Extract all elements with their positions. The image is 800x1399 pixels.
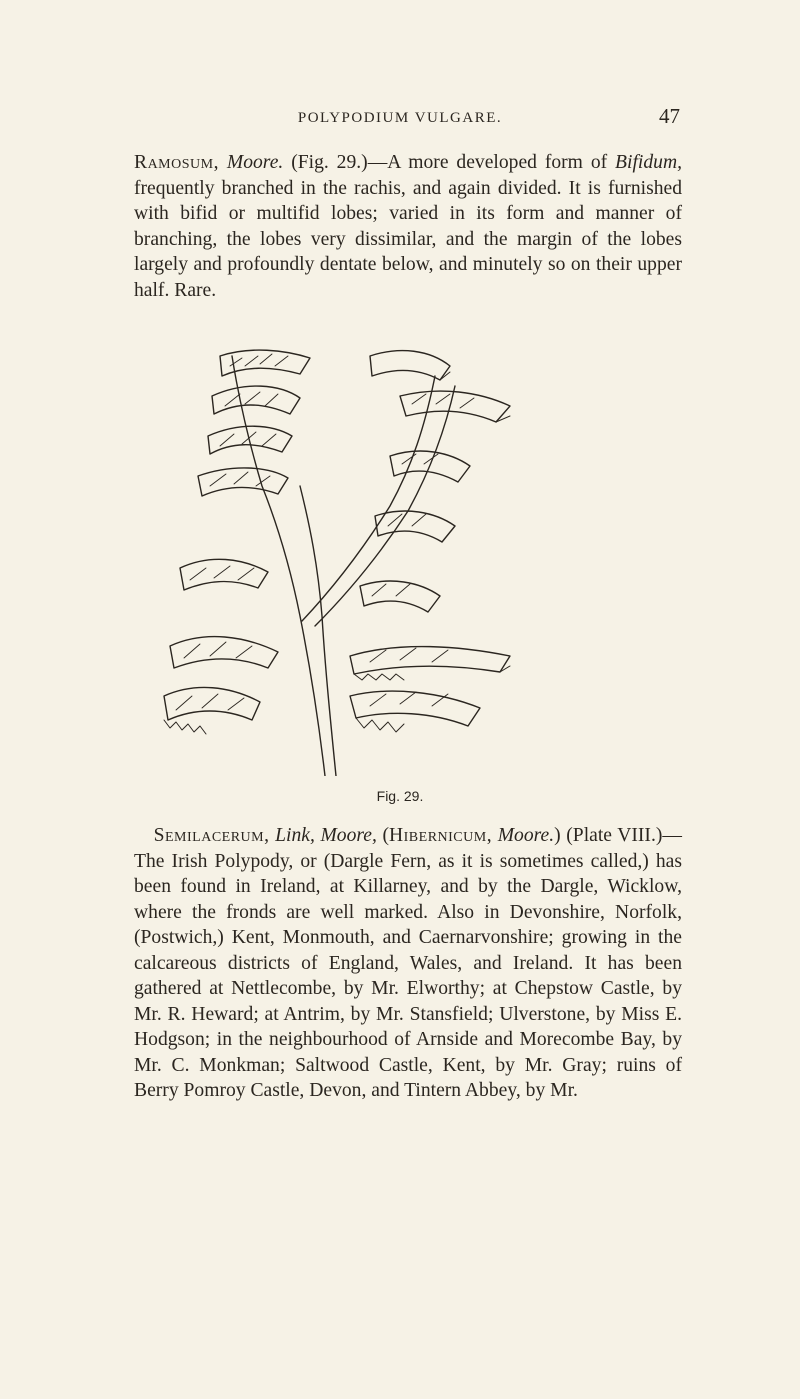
entry-ramosum (134, 150, 682, 303)
frond-lobe (198, 468, 288, 496)
frond-lobe (180, 559, 268, 590)
entry-description: frequently branched in the rachis, and again divided. It is furnished with bifid or multifid lobes; varied in its form and manner of branching, the lobes very dissimilar, and the margin of the lobes largely and profoundly dentate below, and minutely so on their upper half. Rare. (134, 177, 682, 301)
page-number: 47 (659, 104, 680, 128)
synonym-author: Moore. (497, 825, 555, 846)
synonym: Bifidum, (615, 152, 682, 173)
paren-open: ( (382, 825, 389, 846)
page-header (120, 104, 680, 134)
running-title: POLYPODIUM VULGARE. (297, 110, 503, 126)
frond-lobe (164, 687, 260, 720)
rachis-line (300, 486, 336, 776)
rachis-line (315, 386, 455, 626)
frond-lobe (350, 647, 510, 674)
figure-reference: (Fig. 29.)—A more developed form of (291, 152, 608, 173)
rachis-line (232, 356, 325, 776)
frond-lobe (400, 391, 510, 422)
variety-authors: Link, Moore, (275, 825, 377, 846)
frond-lobe (170, 637, 278, 668)
paren-close: ) (554, 825, 561, 846)
variety-name: Ramosum, (134, 152, 219, 173)
entry-description: (Plate VIII.)—The Irish Polypody, or (Dargle Fern, as it is sometimes called,) has been found in Ireland, at Killarney, and by the Dargle, Wicklow, where the fronds are well marked. Also in Devonshire, Norfolk, (Postwich,) Kent, Monmouth, and Caernarvonshire; growing in the calcareous districts of England, Wales, and Ireland. It has been gathered at Nettlecombe, by Mr. Elworthy; at Chepstow Castle, by Mr. R. Heward; at Antrim, by Mr. Stansfield; Ulverstone, by Miss E. Hodgson; in the neighbourhood of Arnside and Morecombe Bay, by Mr. C. Monkman; Saltwood Castle, Kent, by Mr. Gray; ruins of Berry Pomroy Castle, Devon, and Tintern Abbey, by Mr. (134, 825, 682, 1101)
synonym: Hibernicum, (389, 825, 493, 846)
frond-lobe (212, 386, 300, 414)
frond-lobe (370, 351, 450, 380)
variety-author: Moore. (226, 152, 284, 173)
frond-lobe (350, 691, 480, 726)
entry-semilacerum (134, 823, 682, 1104)
lobe-margin (164, 372, 510, 734)
fern-frond-illustration (150, 336, 560, 776)
frond-lobe (375, 511, 455, 542)
figure-caption: Fig. 29. (376, 788, 424, 804)
frond-lobe (360, 581, 440, 612)
variety-name: Semilacerum, (153, 825, 270, 846)
